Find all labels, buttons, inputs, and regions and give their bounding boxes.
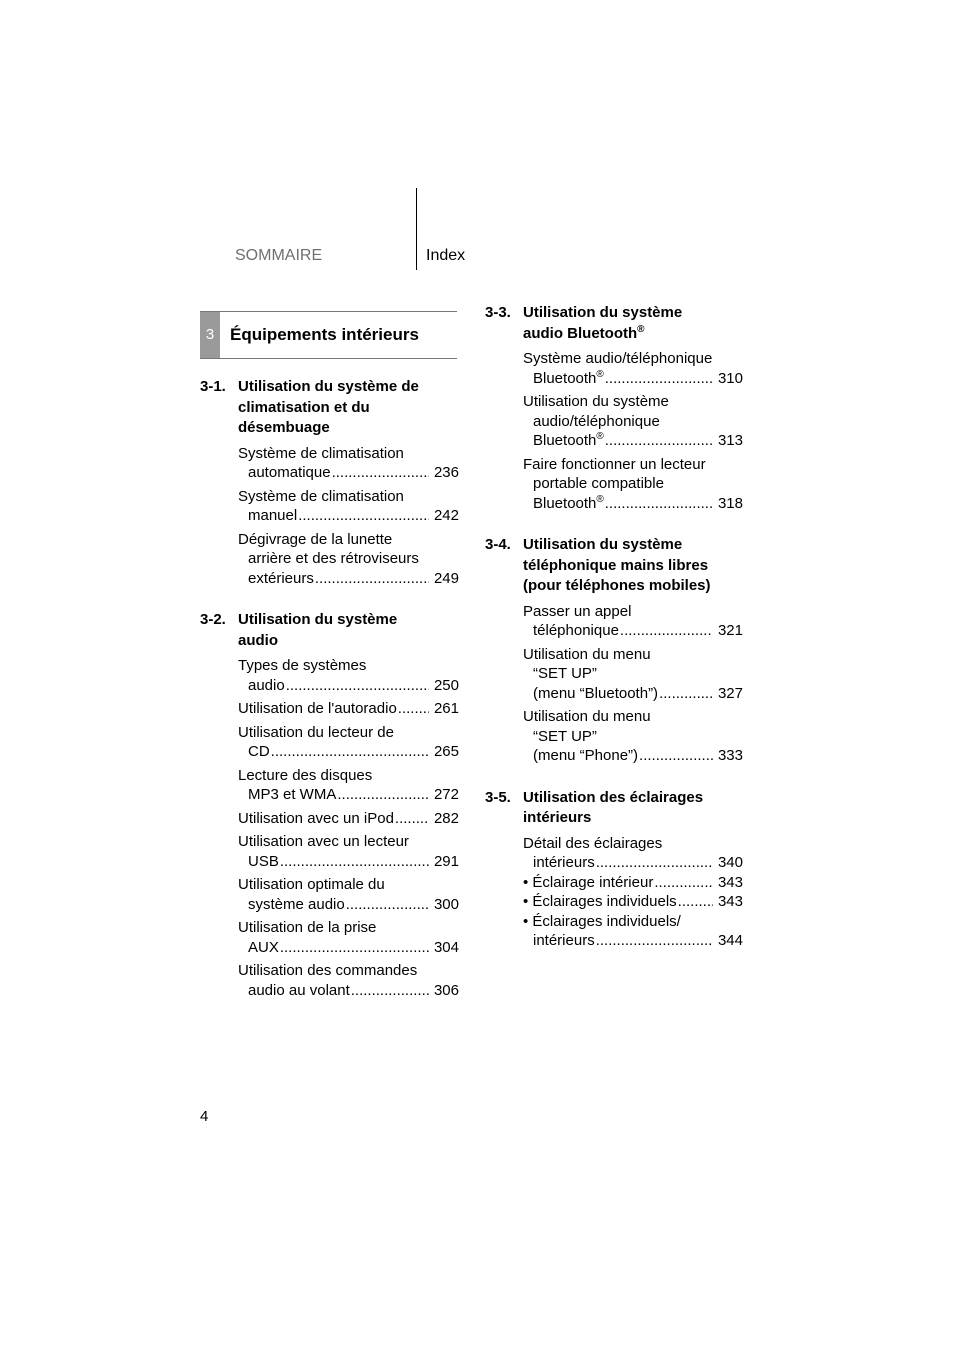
page-ref: 261 — [433, 700, 459, 717]
page-ref: 236 — [433, 464, 459, 481]
page-ref: 343 — [717, 873, 743, 891]
page-ref: 249 — [433, 569, 459, 587]
page-ref: 300 — [433, 895, 459, 913]
section-header — [200, 311, 457, 359]
toc-entry-utilisation-audio-telephonique[interactable]: Utilisation du système audio/téléphonique Bluetooth® ..... 313 — [523, 392, 743, 451]
toc-group-3-5 — [485, 788, 743, 951]
toc-entry-eclairage-interieur[interactable]: • Éclairage intérieur ..... 343 — [523, 873, 743, 893]
toc-entry-degivrage[interactable]: Dégivrage de la lunette arrière et des rétroviseurs extérieurs ..... 249 — [238, 530, 459, 589]
page-ref: 250 — [433, 676, 459, 694]
toc-entry-systeme-audio-telephonique[interactable]: Système audio/téléphonique Bluetooth® ..... 310 — [523, 349, 743, 388]
section-title: Équipements intérieurs — [230, 325, 419, 344]
group-number: 3-5. — [485, 788, 511, 806]
toc-entry-mp3-wma[interactable]: Lecture des disques MP3 et WMA ..... 272 — [238, 766, 459, 805]
group-title: Utilisation du système téléphonique mains libres (pour téléphones mobiles) — [523, 536, 711, 594]
toc-entry-eclairages-individuels-interieurs[interactable]: • Éclairages individuels/ intérieurs ..... 344 — [523, 912, 743, 951]
page-ref: 333 — [717, 747, 743, 764]
group-title: Utilisation des éclairages intérieurs — [523, 788, 704, 826]
group-number: 3-3. — [485, 304, 511, 321]
toc-entry-utilisation-optimale[interactable]: Utilisation optimale du système audio ..... 300 — [238, 875, 459, 914]
toc-left-column — [200, 377, 459, 1022]
page-ref: 291 — [433, 852, 459, 870]
page-number: 4 — [200, 1108, 209, 1125]
toc-entry-menu-phone[interactable]: Utilisation du menu “SET UP” (menu “Phone”) ..... 333 — [523, 707, 743, 766]
page-ref: 327 — [717, 684, 743, 702]
toc-right-column — [485, 303, 743, 973]
group-title: Utilisation du système de climatisation et du désembuage — [238, 378, 419, 436]
nav-divider — [416, 188, 417, 270]
page-ref: 242 — [433, 507, 459, 524]
page-ref: 318 — [717, 494, 743, 512]
page-ref: 340 — [717, 854, 743, 871]
page-ref: 344 — [717, 932, 743, 949]
toc-entry-lecteur-portable[interactable]: Faire fonctionner un lecteur portable compatible Bluetooth® ..... 318 — [523, 455, 743, 514]
toc-entry-eclairages-individuels[interactable]: • Éclairages individuels ..... 343 — [523, 892, 743, 912]
toc-entry-prise-aux[interactable]: Utilisation de la prise AUX ..... 304 — [238, 918, 459, 957]
page-ref: 306 — [433, 981, 459, 999]
toc-group-3-2 — [200, 610, 459, 1000]
group-number: 3-1. — [200, 378, 226, 395]
sommaire-link[interactable]: SOMMAIRE — [235, 247, 323, 264]
page-ref: 310 — [717, 369, 743, 387]
toc-entry-menu-bluetooth[interactable]: Utilisation du menu “SET UP” (menu “Bluetooth”) ..... 327 — [523, 645, 743, 704]
toc-entry-types-systemes-audio[interactable]: Types de systèmes audio ..... 250 — [238, 656, 459, 695]
toc-entry-climatisation-manuel[interactable]: Système de climatisation manuel ..... 242 — [238, 487, 459, 526]
toc-entry-ipod[interactable]: Utilisation avec un iPod ..... 282 — [238, 809, 459, 829]
page-ref: 321 — [717, 622, 743, 639]
registered-mark: ® — [637, 323, 645, 335]
toc-entry-autoradio[interactable]: Utilisation de l'autoradio ..... 261 — [238, 699, 459, 719]
page-ref: 313 — [717, 432, 743, 449]
toc-entry-climatisation-automatique[interactable]: Système de climatisation automatique ..... 236 — [238, 444, 459, 483]
page-ref: 304 — [433, 938, 459, 956]
toc-group-3-4 — [485, 535, 743, 766]
page-ref: 272 — [433, 786, 459, 803]
toc-entry-lecteur-cd[interactable]: Utilisation du lecteur de CD ..... 265 — [238, 723, 459, 762]
page-ref: 282 — [433, 809, 459, 827]
page-ref: 265 — [433, 743, 459, 760]
group-number: 3-2. — [200, 611, 226, 628]
toc-group-3-1 — [200, 377, 459, 588]
group-title: Utilisation du système audio Bluetooth® — [523, 304, 683, 342]
page-ref: 343 — [717, 893, 743, 910]
toc-entry-detail-eclairages[interactable]: Détail des éclairages intérieurs ..... 340 — [523, 834, 743, 873]
toc-entry-passer-appel[interactable]: Passer un appel téléphonique ..... 321 — [523, 602, 743, 641]
toc-entry-commandes-volant[interactable]: Utilisation des commandes audio au volant ..... 306 — [238, 961, 459, 1000]
toc-group-3-3 — [485, 303, 743, 513]
section-number-tab: 3 — [200, 312, 220, 358]
toc-entry-usb[interactable]: Utilisation avec un lecteur USB ..... 291 — [238, 832, 459, 871]
group-title: Utilisation du système audio — [238, 611, 398, 649]
group-number: 3-4. — [485, 536, 511, 553]
index-link[interactable]: Index — [426, 247, 466, 264]
